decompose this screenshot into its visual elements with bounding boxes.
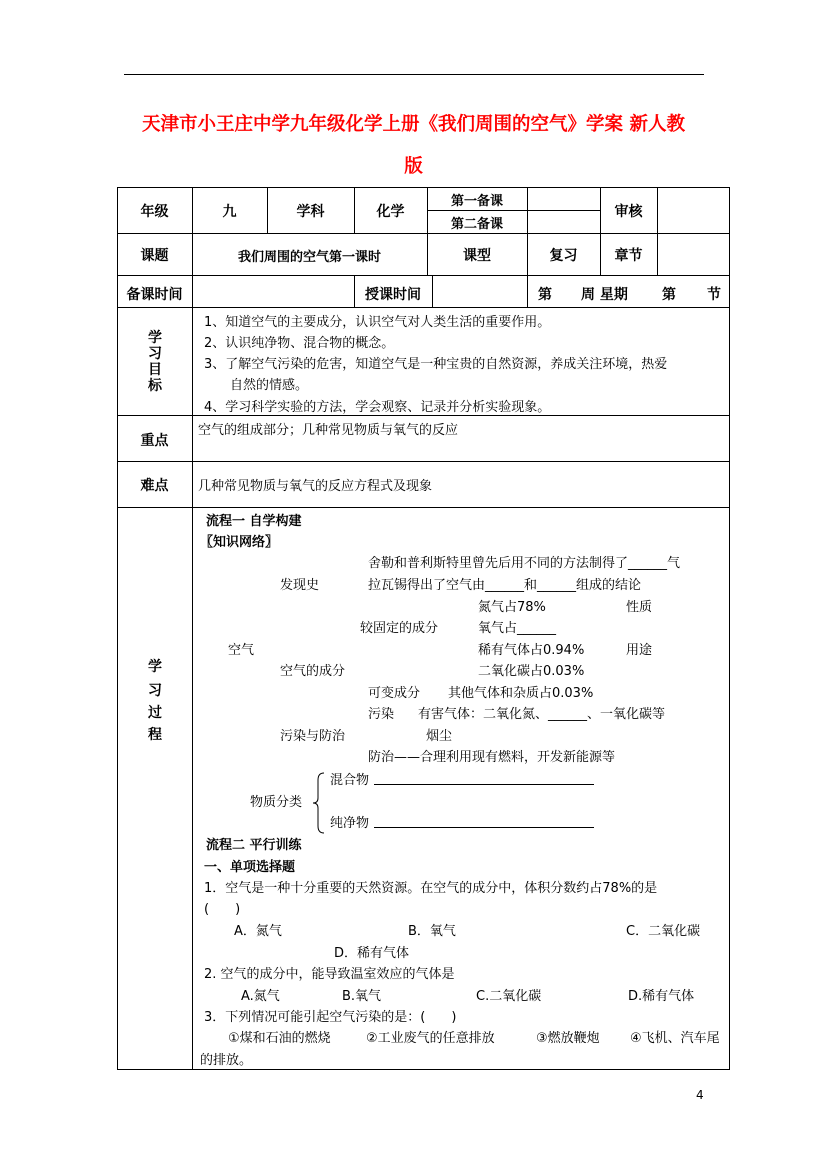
header-rule: [124, 74, 704, 75]
flow2-title: 流程二 平行训练: [206, 838, 302, 853]
question-3-option-1: ①煤和石油的燃烧: [228, 1031, 331, 1046]
knowledge-network-title: 〖知识网络〗: [200, 535, 279, 550]
question-2-option-b: B.氧气: [342, 989, 382, 1004]
prep-time-label: 备课时间: [126, 287, 183, 303]
property-label: 性质: [626, 600, 653, 615]
grade-value: 九: [222, 204, 237, 220]
co2-share: 二氧化碳占0.03%: [478, 664, 585, 679]
subject-label: 学科: [296, 204, 325, 220]
schedule-week-day: 周 星期: [581, 287, 628, 303]
review-label: 审核: [614, 204, 643, 220]
flow1-title: 流程一 自学构建: [206, 514, 302, 529]
document-title-line2: 版: [404, 156, 423, 177]
schedule-period-prefix: 第: [662, 287, 676, 303]
first-prep-label: 第一备课: [450, 194, 503, 209]
question-3-tail: 的排放。: [200, 1053, 253, 1068]
classification-label: 物质分类: [250, 795, 303, 810]
history-line1: 舍勒和普利斯特里曾先后用不同的方法制得了______气: [368, 556, 681, 571]
composition-label: 空气的成分: [280, 664, 346, 679]
nitrogen-share: 氮气占78%: [478, 600, 546, 615]
question-3-option-4: ④飞机、汽车尾: [630, 1031, 720, 1046]
question-1-option-b: B．氧气: [408, 924, 456, 939]
chapter-label: 章节: [614, 248, 643, 264]
teach-time-label: 授课时间: [365, 287, 421, 303]
subject-value: 化学: [376, 204, 405, 220]
prevention-text: 防治——合理利用现有燃料，开发新能源等: [368, 750, 616, 765]
variable-components: 可变成分: [368, 686, 421, 701]
document-title-line1: 天津市小王庄中学九年级化学上册《我们周围的空气》学案 新人教: [142, 114, 685, 135]
harmful-gases: 有害气体：二氧化氮、______、一氧化碳等: [418, 707, 666, 722]
pollution-prevention-label: 污染与防治: [280, 729, 346, 744]
question-3-text: 3．下列情况可能引起空气污染的是：( ): [204, 1010, 457, 1025]
question-2-text: 2. 空气的成分中，能导致温室效应的气体是: [204, 967, 455, 982]
topic-label: 课题: [140, 248, 169, 264]
question-1-option-a: A．氮气: [234, 924, 282, 939]
question-1-option-d: D．稀有气体: [334, 946, 410, 961]
schedule-week-prefix: 第: [538, 287, 552, 303]
lesson-type-value: 复习: [549, 248, 578, 264]
second-prep-label: 第二备课: [450, 217, 503, 232]
pure-substance-blank: [374, 827, 594, 828]
goal-item: 4、学习科学实验的方法，学会观察、记录并分析实验现象。: [204, 400, 551, 415]
other-gases-share: 其他气体和杂质占0.03%: [448, 686, 594, 701]
pollution-label: 污染: [368, 707, 395, 722]
question-2-option-d: D.稀有气体: [628, 989, 695, 1004]
mixture-blank: [374, 784, 594, 785]
history-label: 发现史: [280, 578, 320, 593]
question-3-option-3: ③燃放鞭炮: [536, 1031, 600, 1046]
pure-substance-label: 纯净物: [330, 816, 370, 831]
dust-label: 烟尘: [426, 729, 453, 744]
noble-gas-share: 稀有气体占0.94%: [478, 643, 585, 658]
question-1-answer-blank: ( ): [204, 902, 241, 917]
goal-item: 1、知道空气的主要成分，认识空气对人类生活的重要作用。: [204, 315, 551, 330]
use-label: 用途: [626, 643, 653, 658]
lesson-type-label: 课型: [463, 248, 491, 264]
air-label: 空气: [228, 643, 255, 658]
grade-label: 年级: [140, 204, 169, 220]
goal-item: 自然的情感。: [230, 378, 309, 393]
topic-value: 我们周围的空气第一课时: [237, 250, 381, 265]
question-1-option-c: C．二氧化碳: [626, 924, 701, 939]
brace-icon: [312, 772, 326, 834]
question-2-option-a: A.氮气: [241, 989, 280, 1004]
goal-item: 3、了解空气污染的危害，知道空气是一种宝贵的自然资源，养成关注环境，热爱: [204, 357, 668, 372]
oxygen-share: 氧气占______: [478, 621, 557, 636]
goal-item: 2、认识纯净物、混合物的概念。: [204, 336, 395, 351]
question-1-text: 1．空气是一种十分重要的天然资源。在空气的成分中，体积分数约占78%的是: [204, 881, 658, 896]
history-line2: 拉瓦锡得出了空气由______和______组成的结论: [368, 578, 642, 593]
key-points-text: 空气的组成部分；几种常见物质与氧气的反应: [198, 423, 459, 438]
question-2-option-c: C.二氧化碳: [476, 989, 542, 1004]
section1-title: 一、单项选择题: [204, 860, 296, 875]
fixed-components: 较固定的成分: [360, 621, 439, 636]
mixture-label: 混合物: [330, 773, 370, 788]
question-3-option-2: ②工业废气的任意排放: [366, 1031, 495, 1046]
difficulties-label: 难点: [140, 478, 169, 494]
key-points-label: 重点: [140, 433, 169, 449]
difficulties-text: 几种常见物质与氧气的反应方程式及现象: [198, 479, 433, 494]
page-number: 4: [696, 1088, 704, 1102]
schedule-period-suffix: 节: [707, 287, 721, 303]
